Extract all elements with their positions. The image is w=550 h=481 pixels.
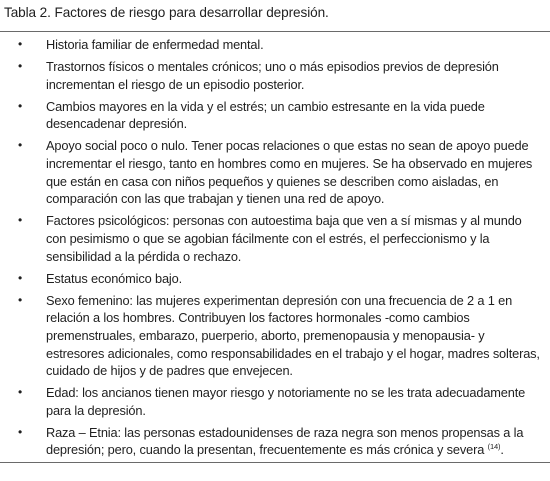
list-item-text: Estatus económico bajo.	[46, 270, 182, 286]
table-top-rule	[0, 31, 550, 32]
risk-factor-list	[0, 36, 550, 464]
list-item	[0, 292, 550, 380]
list-item-text: Trastornos físicos o mentales crónicos; uno o más episodios previos de depresión incrementan el riesgo de un episodio posterior.	[46, 59, 499, 92]
list-item-text: Sexo femenino: las mujeres experimentan depresión con una frecuencia de 2 a 1 en relación a los hombres. Contribuyen los factores hormonales -como cambios premenstruales, embarazo, puerperio, aborto, premenopausia y menopausia- y estresores adicionales, como responsabilidades en el trabajo y el hogar, madres solteras, cuidado de hijos y de padres que envejecen.	[46, 292, 540, 379]
list-item-text: Raza – Etnia: las personas estadounidenses de raza negra son menos propensas a la depresión; pero, cuando la presentan, frecuentemente es más crónica y severa	[46, 424, 524, 458]
bullet-icon: •	[17, 138, 23, 153]
bullet-icon: •	[17, 98, 23, 113]
list-item-period: .	[500, 442, 504, 458]
list-item-text: Factores psicológicos: personas con autoestima baja que ven a sí mismas y al mundo con pesimismo o que se agobian fácilmente con el estrés, el perfeccionismo y la sensibilidad a la pérdida o rechazo.	[46, 213, 522, 264]
bullet-icon: •	[17, 37, 23, 51]
citation-superscript: (14)	[487, 442, 501, 452]
list-item	[0, 270, 550, 288]
table-caption: Tabla 2. Factores de riesgo para desarrollar depresión.	[4, 5, 329, 20]
table-bottom-rule	[0, 462, 550, 463]
bullet-icon: •	[17, 270, 23, 285]
bullet-icon: •	[17, 292, 23, 307]
list-item	[0, 58, 550, 93]
list-item	[0, 36, 550, 54]
list-item-text: Edad: los ancianos tienen mayor riesgo y notoriamente no se les trata adecuadamente para la depresión.	[46, 385, 526, 418]
bullet-icon: •	[17, 385, 23, 400]
list-item	[0, 384, 550, 419]
list-item-text: Apoyo social poco o nulo. Tener pocas relaciones o que estas no sean de apoyo puede incrementar el riesgo, tanto en hombres como en mujeres. Se ha observado en mujeres que están en casa con niños pequeños y quienes se describen como aisladas, en comparación con las que trabajan y tienen una red de apoyo.	[46, 138, 533, 207]
list-item	[0, 98, 550, 133]
list-item	[0, 424, 550, 459]
bullet-icon: •	[17, 424, 23, 439]
list-item	[0, 212, 550, 265]
bullet-icon: •	[17, 59, 23, 74]
list-item	[0, 137, 550, 207]
list-item-text: Historia familiar de enfermedad mental.	[46, 37, 264, 52]
bullet-icon: •	[17, 213, 23, 228]
list-item-text: Cambios mayores en la vida y el estrés; un cambio estresante en la vida puede desencadenar depresión.	[46, 98, 485, 132]
